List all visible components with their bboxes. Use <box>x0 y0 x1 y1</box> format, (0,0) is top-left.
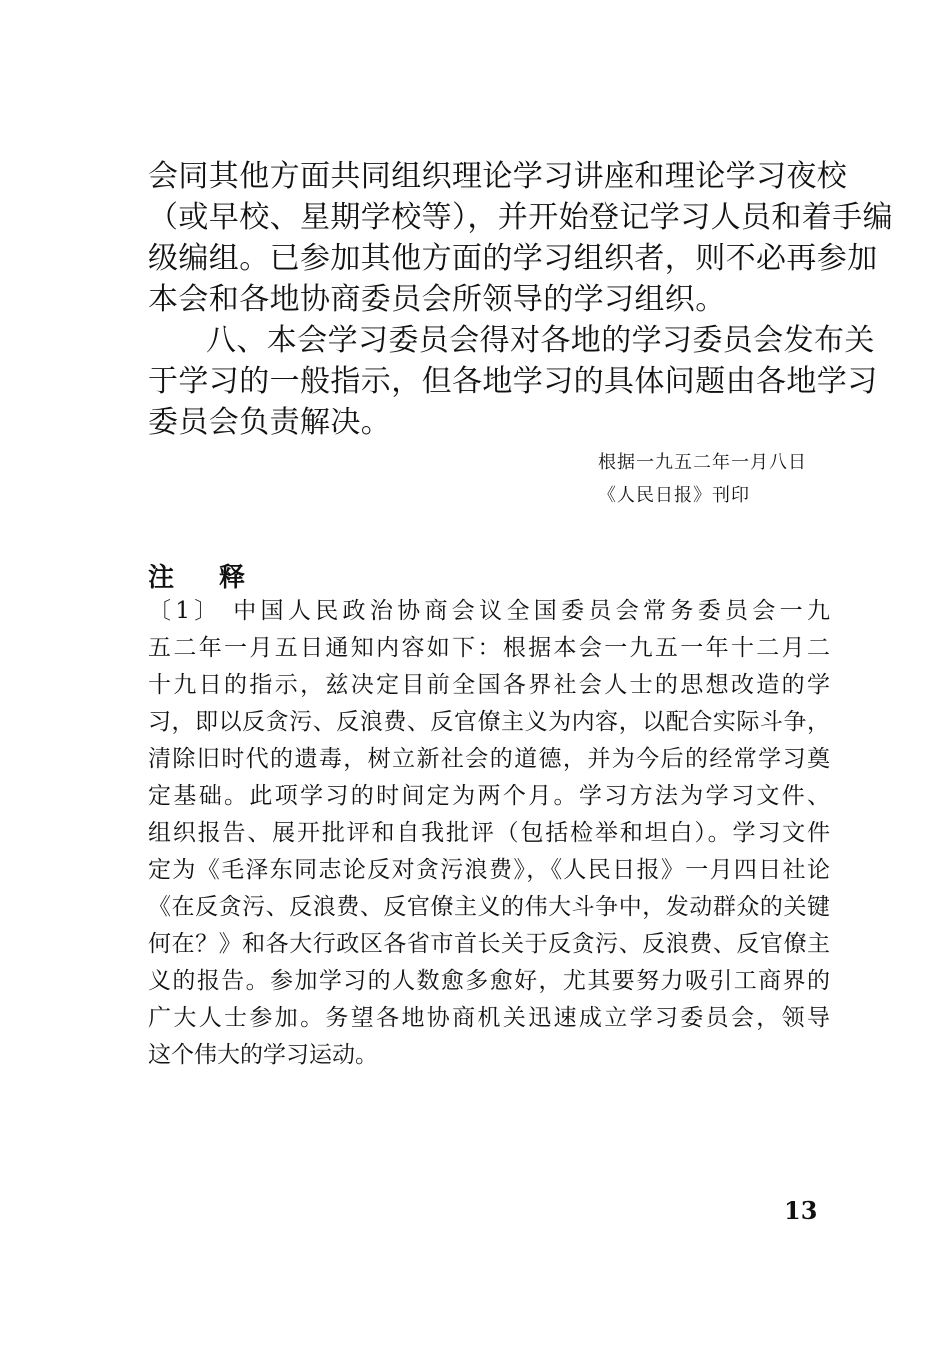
note-line: 《在反贪污、反浪费、反官僚主义的伟大斗争中，发动群众的关键 <box>148 894 830 920</box>
page-number: 13 <box>784 1196 818 1225</box>
main-text-line: 本会和各地协商委员会所领导的学习组织。 <box>148 282 726 317</box>
main-text-line: 委员会负责解决。 <box>148 405 392 440</box>
main-text-line: 会同其他方面共同组织理论学习讲座和理论学习夜校 <box>148 159 848 194</box>
note-line: 定基础。此项学习的时间定为两个月。学习方法为学习文件、 <box>148 783 830 809</box>
main-text-line: 八、本会学习委员会得对各地的学习委员会发布关 <box>206 323 875 358</box>
note-line: 何在？》和各大行政区各省市首长关于反贪污、反浪费、反官僚主 <box>148 931 830 957</box>
main-text-line: 级编组。已参加其他方面的学习组织者，则不必再参加 <box>148 241 878 276</box>
note-line: 十九日的指示，兹决定目前全国各界社会人士的思想改造的学 <box>148 672 830 698</box>
main-text-line: （或早校、星期学校等），并开始登记学习人员和着手编 <box>148 200 893 235</box>
note-line: 定为《毛泽东同志论反对贪污浪费》，《人民日报》一月四日社论 <box>148 857 830 883</box>
note-line: 广大人士参加。务望各地协商机关迅速成立学习委员会，领导 <box>148 1005 830 1031</box>
note-line: 〔1〕 中国人民政治协商会议全国委员会常务委员会一九 <box>148 598 830 624</box>
note-line: 这个伟大的学习运动。 <box>148 1042 378 1068</box>
note-line: 义的报告。参加学习的人数愈多愈好，尤其要努力吸引工商界的 <box>148 968 830 994</box>
main-text-line: 于学习的一般指示，但各地学习的具体问题由各地学习 <box>148 364 878 399</box>
source-citation-line: 根据一九五二年一月八日 <box>598 452 807 473</box>
note-line: 五二年一月五日通知内容如下：根据本会一九五一年十二月二 <box>148 635 830 661</box>
note-line: 组织报告、展开批评和自我批评（包括检举和坦白）。学习文件 <box>148 820 830 846</box>
note-line: 清除旧时代的遗毒，树立新社会的道德，并为今后的经常学习奠 <box>148 746 830 772</box>
note-line: 习，即以反贪污、反浪费、反官僚主义为内容，以配合实际斗争， <box>148 709 830 735</box>
notes-heading: 注 释 <box>148 563 264 593</box>
source-citation-line: 《人民日报》刊印 <box>598 485 750 506</box>
